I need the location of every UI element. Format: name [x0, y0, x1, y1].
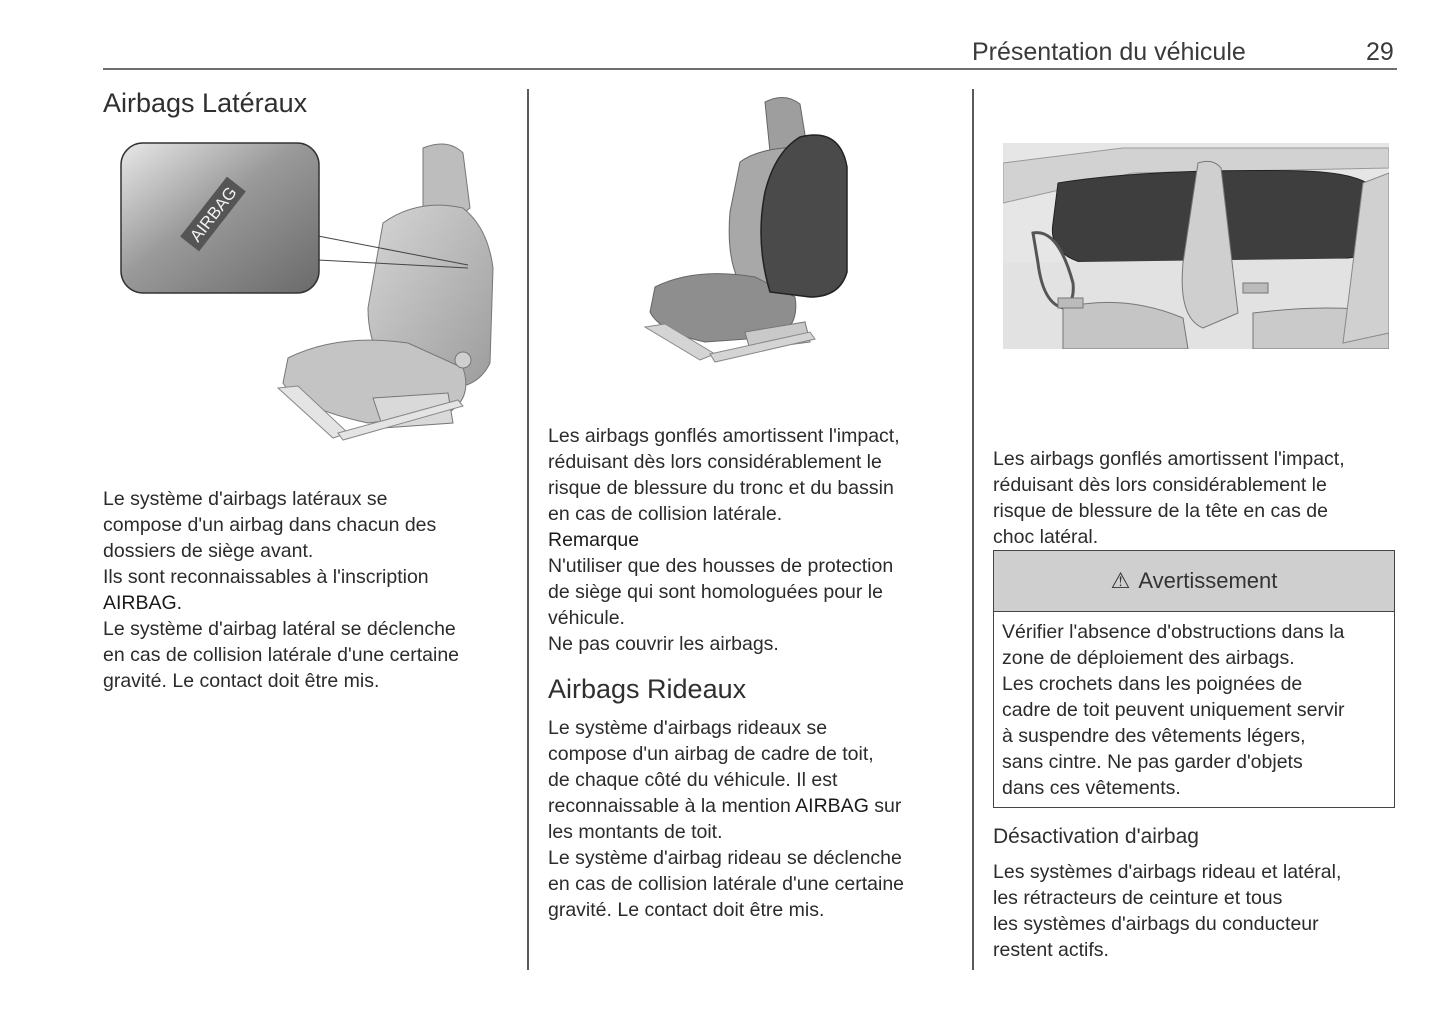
- seat-side-airbag-illustration-icon: [635, 92, 860, 377]
- text-line: gravité. Le contact doit être mis.: [103, 670, 380, 692]
- text-line: les systèmes d'airbags du conducteur: [993, 913, 1319, 935]
- text-line: Les airbags gonflés amortissent l'impact,: [993, 448, 1345, 470]
- svg-text:AIRBAG: AIRBAG: [186, 183, 241, 246]
- text-span: reconnaissable à la mention: [548, 795, 791, 817]
- text-line: restent actifs.: [993, 939, 1109, 961]
- figure-seat-deployed-airbag: [635, 92, 860, 377]
- figure-curtain-airbag-interior: [1003, 143, 1389, 349]
- subheading-desactivation-airbag: Désactivation d'airbag: [993, 825, 1199, 848]
- section-heading-airbags-lateraux: Airbags Latéraux: [103, 88, 308, 118]
- note-label: Remarque: [548, 529, 640, 551]
- column-divider-1: [527, 89, 529, 970]
- header-rule: [103, 68, 1397, 70]
- text-line: [548, 793, 904, 819]
- text-line: de siège qui sont homologuées pour le: [548, 581, 883, 603]
- text-line: compose d'un airbag de cadre de toit,: [548, 743, 874, 765]
- text-line: Ne pas couvrir les airbags.: [548, 633, 779, 655]
- text-line: en cas de collision latérale.: [548, 503, 783, 525]
- col3-deactivation-text: [993, 859, 1341, 963]
- text-line: gravité. Le contact doit être mis.: [548, 899, 825, 921]
- warning-box: [993, 550, 1395, 808]
- text-line: sans cintre. Ne pas garder d'objets: [1002, 751, 1303, 773]
- section-heading-airbags-rideaux: Airbags Rideaux: [548, 674, 747, 704]
- warning-triangle-icon: ⚠: [1110, 568, 1131, 593]
- text-line: zone de déploiement des airbags.: [1002, 647, 1295, 669]
- seat-illustration-icon: [118, 138, 508, 448]
- warning-body: [1002, 619, 1345, 801]
- text-line: dans ces vêtements.: [1002, 777, 1181, 799]
- text-line: risque de blessure du tronc et du bassin: [548, 477, 894, 499]
- text-line: Les systèmes d'airbags rideau et latéral,: [993, 861, 1342, 883]
- figure-seat-airbag-label: [118, 138, 508, 448]
- text-line: choc latéral.: [993, 526, 1099, 548]
- col2-body-text: [548, 423, 900, 657]
- text-line: Le système d'airbags latéraux se: [103, 488, 388, 510]
- text-span: sur: [874, 795, 902, 817]
- text-line: compose d'un airbag dans chacun des: [103, 514, 437, 536]
- text-line: les rétracteurs de ceinture et tous: [993, 887, 1283, 909]
- text-line: réduisant dès lors considérablement le: [548, 451, 882, 473]
- airbag-mention-text: AIRBAG: [795, 795, 869, 817]
- running-header-title: Présentation du véhicule: [972, 38, 1246, 66]
- text-line: à suspendre des vêtements légers,: [1002, 725, 1306, 747]
- text-line: cadre de toit peuvent uniquement servir: [1002, 699, 1345, 721]
- text-line: en cas de collision latérale d'une certaine: [103, 644, 460, 666]
- text-line: Les airbags gonflés amortissent l'impact,: [548, 425, 900, 447]
- col3-body-text: [993, 446, 1345, 550]
- text-line: dossiers de siège avant.: [103, 540, 314, 562]
- text-line: Le système d'airbag rideau se déclenche: [548, 847, 902, 869]
- text-line: N'utiliser que des housses de protection: [548, 555, 894, 577]
- text-line: Ils sont reconnaissables à l'inscription: [103, 566, 429, 588]
- text-line: les montants de toit.: [548, 821, 723, 843]
- warning-header: [994, 551, 1394, 612]
- interior-illustration-icon: [1003, 143, 1389, 349]
- airbag-inscription-text: AIRBAG.: [103, 592, 183, 614]
- text-line: Le système d'airbag latéral se déclenche: [103, 618, 456, 640]
- text-line: risque de blessure de la tête en cas de: [993, 500, 1328, 522]
- col2-curtain-text: [548, 715, 904, 923]
- text-line: Les crochets dans les poignées de: [1002, 673, 1303, 695]
- text-line: véhicule.: [548, 607, 625, 629]
- text-line: Le système d'airbags rideaux se: [548, 717, 828, 739]
- page-number: 29: [1366, 38, 1394, 66]
- column-divider-2: [972, 89, 974, 970]
- text-line: en cas de collision latérale d'une certaine: [548, 873, 905, 895]
- text-line: de chaque côté du véhicule. Il est: [548, 769, 838, 791]
- text-line: Vérifier l'absence d'obstructions dans la: [1002, 621, 1345, 643]
- col1-body-text: [103, 486, 459, 694]
- warning-title: Avertissement: [1138, 568, 1278, 593]
- text-line: réduisant dès lors considérablement le: [993, 474, 1327, 496]
